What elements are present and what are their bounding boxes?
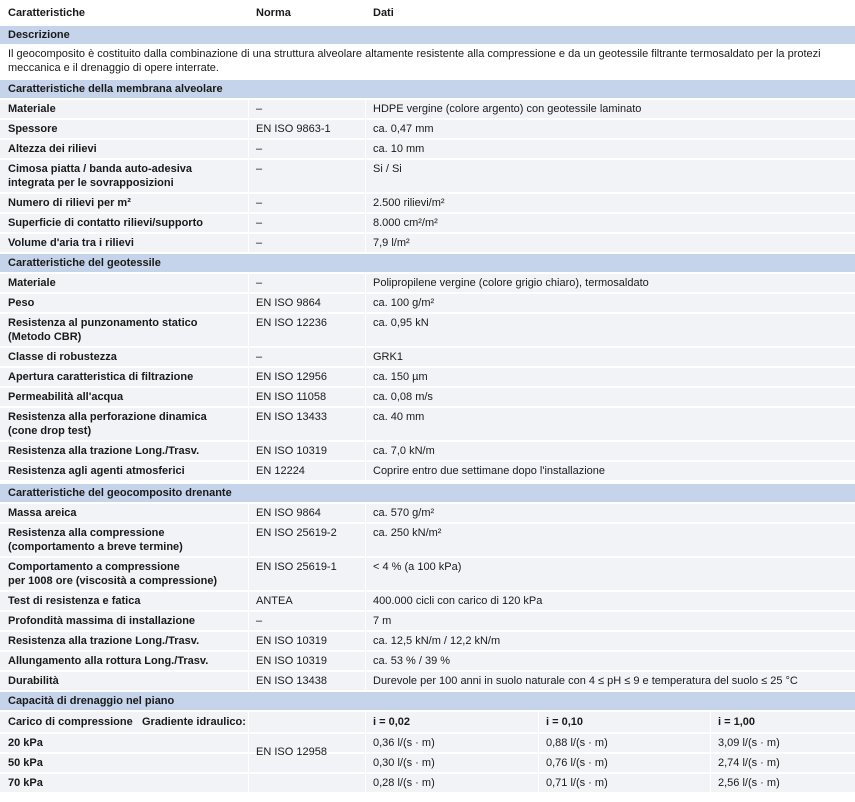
row-label: Cimosa piatta / banda auto-adesiva <box>8 163 192 175</box>
section-membrana <box>0 80 855 98</box>
row-norma: EN 12224 <box>256 465 305 477</box>
row-dati: 8.000 cm²/m² <box>373 217 438 229</box>
value-70-i100: 2,56 l/(s · m) <box>718 777 780 789</box>
section-drenaggio <box>0 692 855 710</box>
drainage-norma: EN ISO 12958 <box>256 746 327 758</box>
row-label: Materiale <box>8 277 56 289</box>
load-20: 20 kPa <box>8 737 43 749</box>
row-label-line-2: (cone drop test) <box>8 425 92 437</box>
row-dati: 400.000 cicli con carico di 120 kPa <box>373 595 543 607</box>
gradient-2-header: i = 1,00 <box>718 716 756 728</box>
row-norma: EN ISO 12956 <box>256 371 327 383</box>
row-label-line-2: (comportamento a breve termine) <box>8 541 183 553</box>
row-label: Test di resistenza e fatica <box>8 595 141 607</box>
row-norma: – <box>256 197 263 209</box>
table-row <box>0 140 855 158</box>
row-norma: EN ISO 10319 <box>256 445 327 457</box>
row-label: Spessore <box>8 123 58 135</box>
row-dati: ca. 0,95 kN <box>373 317 429 329</box>
value-70-i010: 0,71 l/(s · m) <box>546 777 608 789</box>
row-norma: EN ISO 13433 <box>256 411 327 423</box>
row-label: Massa areica <box>8 507 77 519</box>
row-dati: 2.500 rilievi/m² <box>373 197 445 209</box>
row-label: Durabilità <box>8 675 59 687</box>
row-norma: – <box>256 237 263 249</box>
row-norma: EN ISO 13438 <box>256 675 327 687</box>
row-norma: – <box>256 277 263 289</box>
section-title: Caratteristiche del geocomposito drenante <box>8 487 232 499</box>
row-dati: ca. 0,47 mm <box>373 123 434 135</box>
row-label: Allungamento alla rottura Long./Trasv. <box>8 655 209 667</box>
load-50: 50 kPa <box>8 757 43 769</box>
row-norma: EN ISO 9864 <box>256 297 321 309</box>
value-20-i002: 0,36 l/(s · m) <box>373 737 435 749</box>
description-text <box>8 47 853 75</box>
section-title: Caratteristiche della membrana alveolare <box>8 83 223 95</box>
row-label: Comportamento a compressione <box>8 561 180 573</box>
row-dati: ca. 250 kN/m² <box>373 527 442 539</box>
row-dati: 7,9 l/m² <box>373 237 410 249</box>
row-label: Superficie di contatto rilievi/supporto <box>8 217 203 229</box>
row-dati: 7 m <box>373 615 392 627</box>
row-label: Resistenza alla perforazione dinamica <box>8 411 207 423</box>
row-norma: – <box>256 103 263 115</box>
row-norma: – <box>256 351 263 363</box>
row-label: Numero di rilievi per m² <box>8 197 131 209</box>
row-dati: Si / Si <box>373 163 402 175</box>
row-dati: ca. 570 g/m² <box>373 507 435 519</box>
value-20-i010: 0,88 l/(s · m) <box>546 737 608 749</box>
row-norma: EN ISO 25619-2 <box>256 527 337 539</box>
row-dati: < 4 % (a 100 kPa) <box>373 561 462 573</box>
row-dati: ca. 53 % / 39 % <box>373 655 451 667</box>
row-label-line-2: (Metodo CBR) <box>8 331 82 343</box>
description-line-1: Il geocomposito è costituito dalla combinazione di una struttura alveolare altamente resistente alla compressione e da un geotessile filtrante termosaldato per la protezi <box>8 48 821 60</box>
section-geocomposito <box>0 484 855 502</box>
row-label: Resistenza al punzonamento statico <box>8 317 198 329</box>
section-descrizione <box>0 26 855 44</box>
row-norma: EN ISO 9864 <box>256 507 321 519</box>
row-norma: – <box>256 143 263 155</box>
header-norma: Norma <box>256 7 291 19</box>
value-70-i002: 0,28 l/(s · m) <box>373 777 435 789</box>
row-norma: EN ISO 12236 <box>256 317 327 329</box>
row-dati: GRK1 <box>373 351 403 363</box>
carico-label: Carico di compressione <box>8 716 133 728</box>
row-dati: Durevole per 100 anni in suolo naturale con 4 ≤ pH ≤ 9 e temperatura del suolo ≤ 25 °C <box>373 675 798 687</box>
row-norma: ANTEA <box>256 595 293 607</box>
gradient-0-header: i = 0,02 <box>373 716 411 728</box>
row-label: Classe di robustezza <box>8 351 117 363</box>
row-dati: ca. 10 mm <box>373 143 425 155</box>
row-norma: EN ISO 10319 <box>256 655 327 667</box>
row-label: Apertura caratteristica di filtrazione <box>8 371 194 383</box>
row-dati: ca. 150 µm <box>373 371 428 383</box>
row-dati: ca. 100 g/m² <box>373 297 435 309</box>
row-label: Resistenza alla compressione <box>8 527 165 539</box>
row-norma: EN ISO 9863-1 <box>256 123 331 135</box>
value-50-i100: 2,74 l/(s · m) <box>718 757 780 769</box>
row-label: Volume d'aria tra i rilievi <box>8 237 134 249</box>
row-dati: Coprire entro due settimane dopo l'installazione <box>373 465 606 477</box>
row-label: Materiale <box>8 103 56 115</box>
row-label-line-2: integrata per le sovrapposizioni <box>8 177 174 189</box>
row-norma: EN ISO 11058 <box>256 391 327 403</box>
row-norma: – <box>256 163 263 175</box>
row-dati: ca. 7,0 kN/m <box>373 445 435 457</box>
row-label-line-2: per 1008 ore (viscosità a compressione) <box>8 575 218 587</box>
row-norma: EN ISO 25619-1 <box>256 561 337 573</box>
row-dati: ca. 0,08 m/s <box>373 391 433 403</box>
description-line-2: meccanica e il drenaggio di opere interrate. <box>8 62 219 74</box>
row-dati: HDPE vergine (colore argento) con geotessile laminato <box>373 103 642 115</box>
row-dati: Polipropilene vergine (colore grigio chiaro), termosaldato <box>373 277 649 289</box>
gradiente-label: Gradiente idraulico: <box>142 716 246 728</box>
row-label: Permeabilità all'acqua <box>8 391 124 403</box>
section-geotessile <box>0 254 855 272</box>
row-label: Profondità massima di installazione <box>8 615 196 627</box>
row-label: Resistenza alla trazione Long./Trasv. <box>8 445 200 457</box>
gradient-1-header: i = 0,10 <box>546 716 584 728</box>
load-70: 70 kPa <box>8 777 43 789</box>
header-caratteristiche: Caratteristiche <box>8 7 86 19</box>
section-title: Caratteristiche del geotessile <box>8 257 161 269</box>
row-norma: – <box>256 217 263 229</box>
value-20-i100: 3,09 l/(s · m) <box>718 737 780 749</box>
row-dati: ca. 12,5 kN/m / 12,2 kN/m <box>373 635 501 647</box>
value-50-i002: 0,30 l/(s · m) <box>373 757 435 769</box>
table-row <box>0 348 855 366</box>
row-norma: – <box>256 615 263 627</box>
section-title: Capacità di drenaggio nel piano <box>8 695 175 707</box>
value-50-i010: 0,76 l/(s · m) <box>546 757 608 769</box>
row-label: Altezza dei rilievi <box>8 143 97 155</box>
row-label: Resistenza alla trazione Long./Trasv. <box>8 635 200 647</box>
row-dati: ca. 40 mm <box>373 411 425 423</box>
header-dati: Dati <box>373 7 394 19</box>
row-norma: EN ISO 10319 <box>256 635 327 647</box>
section-title: Descrizione <box>8 29 70 41</box>
row-label: Resistenza agli agenti atmosferici <box>8 465 185 477</box>
row-label: Peso <box>8 297 35 309</box>
